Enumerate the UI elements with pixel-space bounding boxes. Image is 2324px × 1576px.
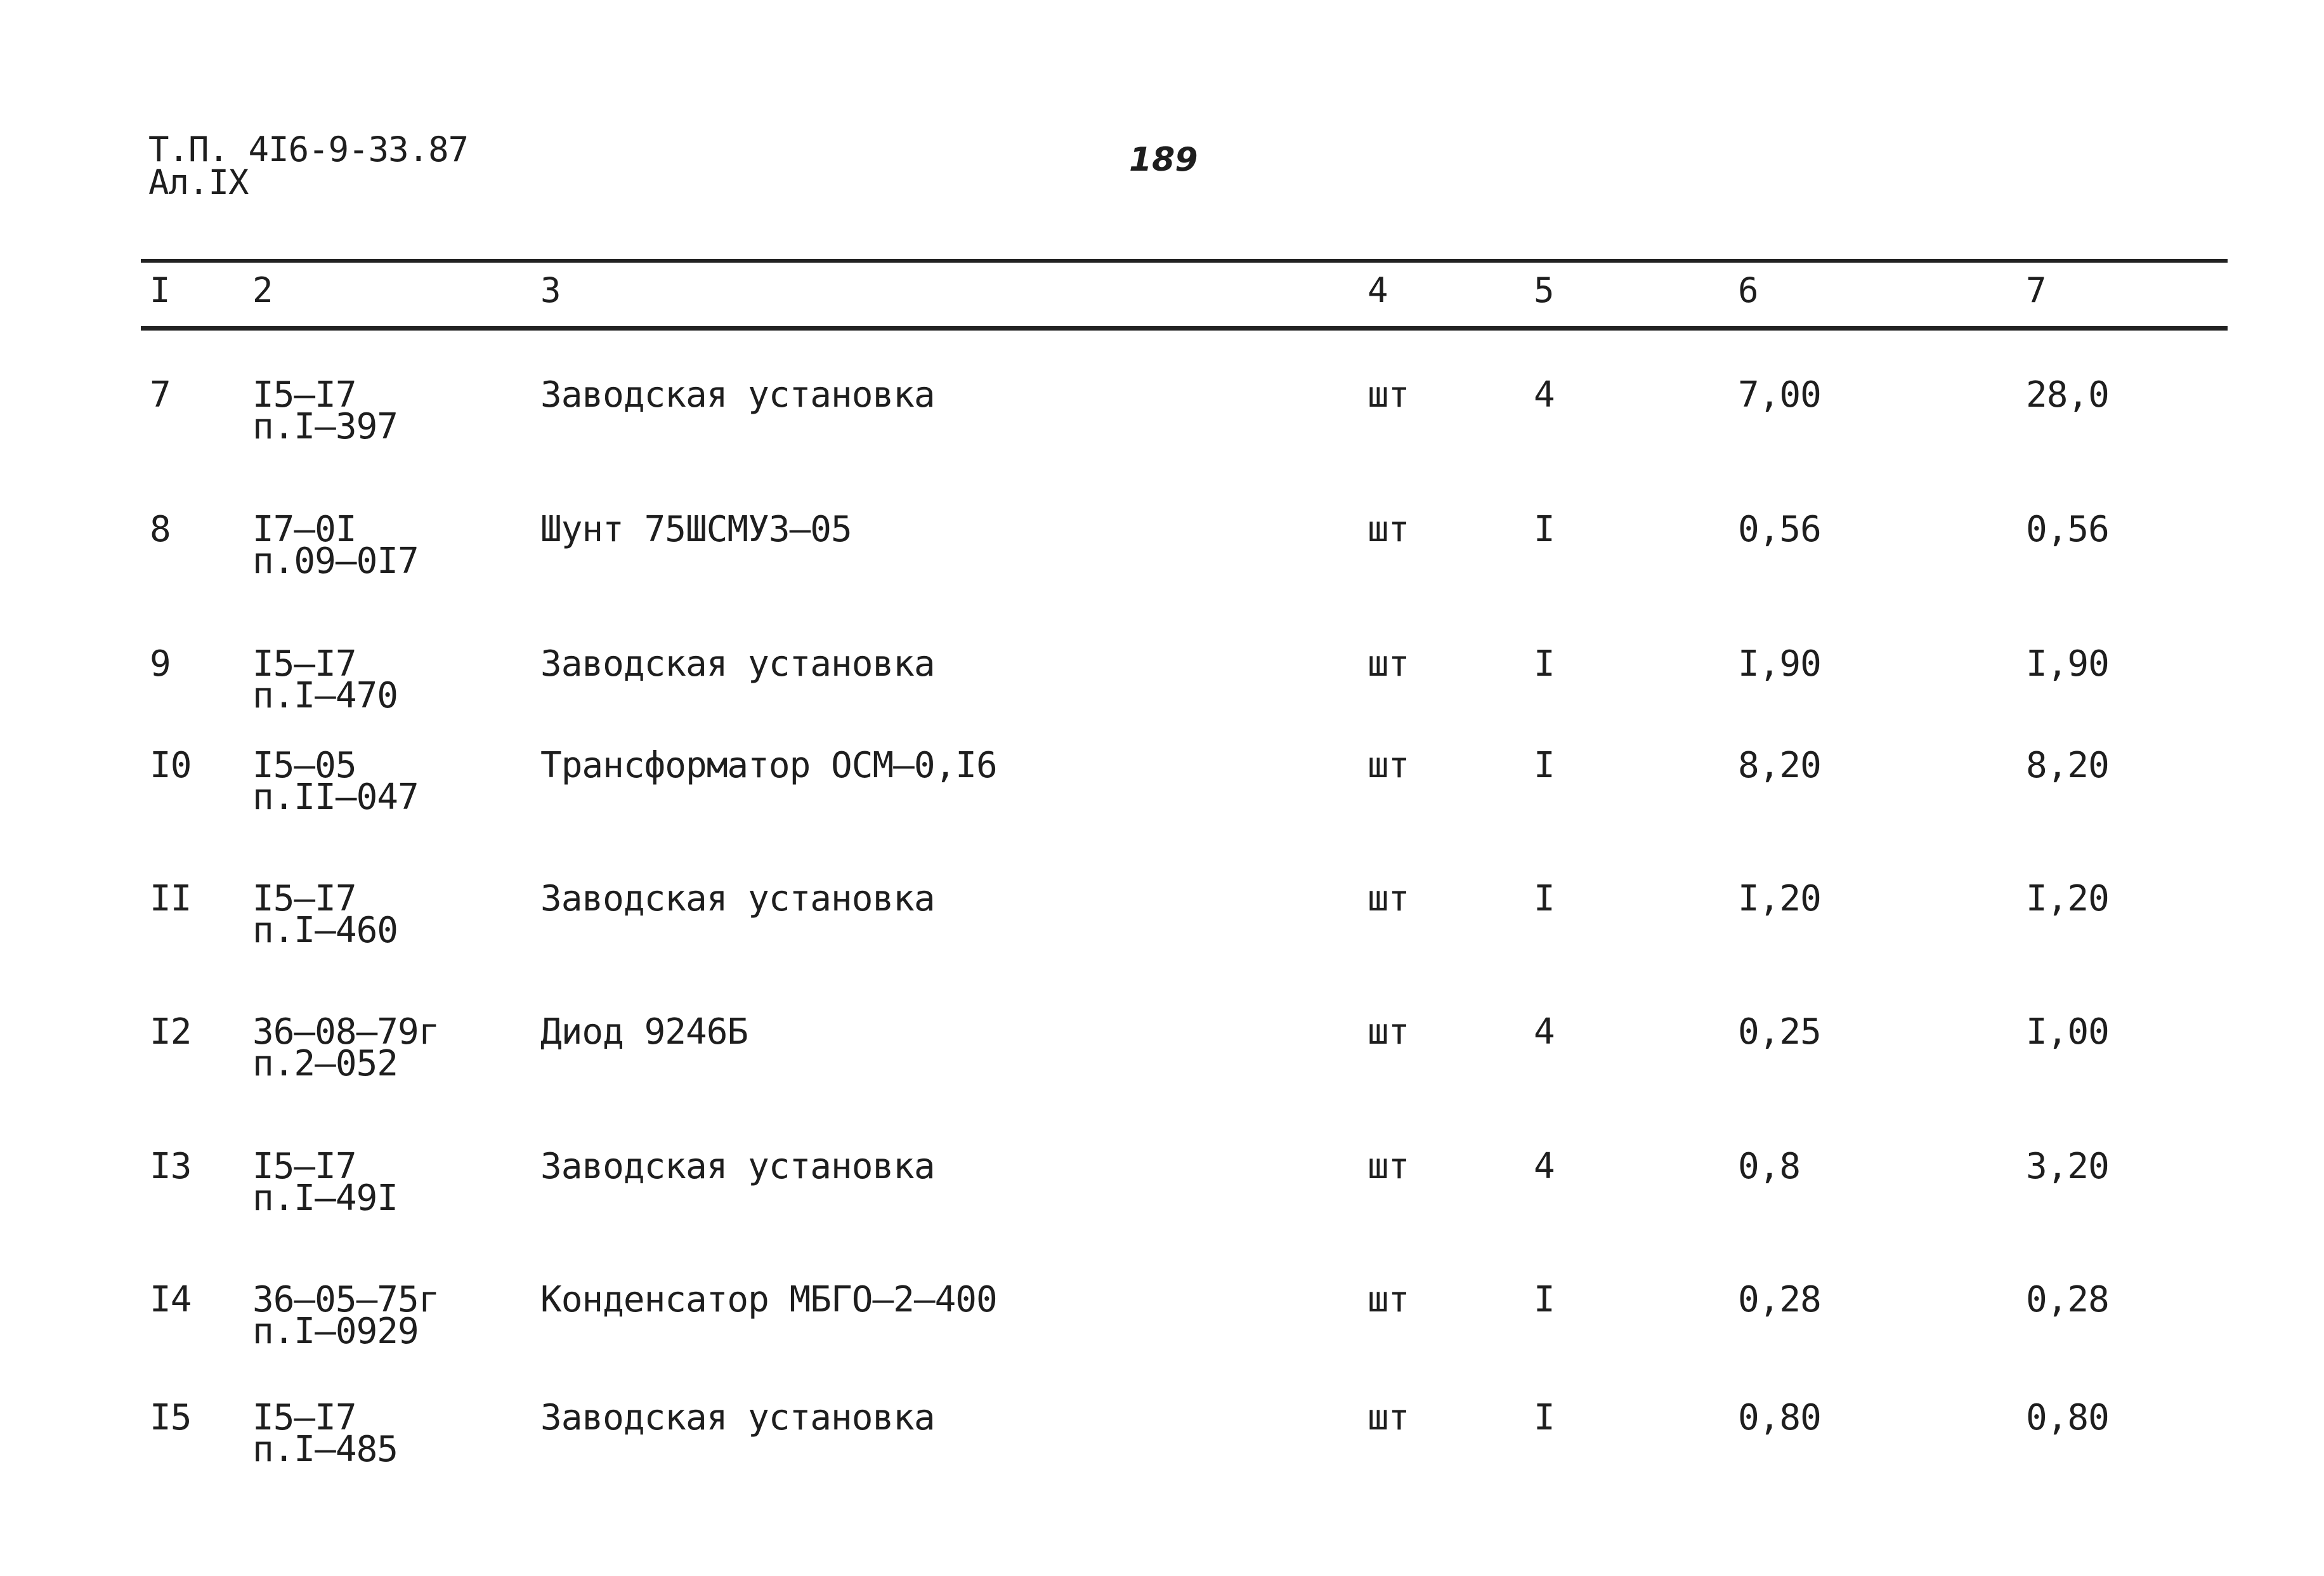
row-code-line1: 36–08–79г <box>252 1011 440 1053</box>
column-header-3: 3 <box>540 270 561 310</box>
row-name: Заводская установка <box>540 643 935 685</box>
column-header-2: 2 <box>252 270 273 310</box>
row-code <box>252 878 398 951</box>
column-header-5: 5 <box>1534 270 1555 310</box>
row-code <box>252 374 398 447</box>
row-quantity: 4 <box>1534 374 1555 416</box>
row-code-line1: I5–I7 <box>252 1397 356 1438</box>
row-total: 3,20 <box>2026 1146 2109 1187</box>
row-number: I4 <box>150 1279 192 1320</box>
row-code-line1: I5–I7 <box>252 374 356 416</box>
row-code-line2: п.I–485 <box>252 1429 398 1470</box>
row-number: II <box>150 878 192 919</box>
table-top-rule <box>141 259 2228 263</box>
row-code-line1: I7–0I <box>252 509 356 550</box>
row-number: I3 <box>150 1146 192 1187</box>
row-total: 8,20 <box>2026 745 2109 786</box>
row-total: 0,80 <box>2026 1397 2109 1438</box>
row-number: 7 <box>150 374 171 416</box>
row-unit: шт <box>1368 1397 1409 1438</box>
document-code-line1: Т.П. 4I6-9-33.87 <box>148 129 469 169</box>
page-number: 189 <box>1129 141 1198 179</box>
row-code <box>252 745 419 818</box>
column-header-1: I <box>150 270 171 310</box>
row-name: Шунт 75ШСМУ3–05 <box>540 509 852 550</box>
row-unit-price: 0,25 <box>1738 1011 1821 1053</box>
row-code <box>252 643 398 716</box>
row-code-line2: п.I–470 <box>252 675 398 716</box>
row-name: Диод 9246Б <box>540 1011 748 1053</box>
row-total: I,00 <box>2026 1011 2109 1053</box>
row-unit-price: 7,00 <box>1738 374 1821 416</box>
row-total: I,90 <box>2026 643 2109 685</box>
row-number: I5 <box>150 1397 192 1438</box>
row-unit: шт <box>1368 509 1409 550</box>
column-header-4: 4 <box>1368 270 1388 310</box>
row-code <box>252 1011 440 1084</box>
row-code-line2: п.II–047 <box>252 777 419 818</box>
row-code-line2: п.I–0929 <box>252 1311 419 1352</box>
row-name: Заводская установка <box>540 374 935 416</box>
document-code <box>148 129 469 202</box>
row-unit-price: I,20 <box>1738 878 1821 919</box>
row-unit: шт <box>1368 1279 1409 1320</box>
row-name: Заводская установка <box>540 1397 935 1438</box>
row-unit-price: 0,80 <box>1738 1397 1821 1438</box>
row-unit-price: 0,56 <box>1738 509 1821 550</box>
row-name: Заводская установка <box>540 878 935 919</box>
row-total: I,20 <box>2026 878 2109 919</box>
row-code-line1: I5–05 <box>252 745 356 786</box>
row-total: 0,56 <box>2026 509 2109 550</box>
row-code-line1: I5–I7 <box>252 1146 356 1187</box>
row-code-line2: п.2–052 <box>252 1043 398 1084</box>
row-unit: шт <box>1368 643 1409 685</box>
row-number: 8 <box>150 509 171 550</box>
row-code <box>252 1397 398 1470</box>
row-total: 0,28 <box>2026 1279 2109 1320</box>
row-quantity: I <box>1534 1279 1555 1320</box>
row-number: I2 <box>150 1011 192 1053</box>
row-unit: шт <box>1368 878 1409 919</box>
row-code-line2: п.I–460 <box>252 910 398 951</box>
row-quantity: I <box>1534 643 1555 685</box>
row-unit: шт <box>1368 1011 1409 1053</box>
row-code-line1: I5–I7 <box>252 878 356 919</box>
row-name: Заводская установка <box>540 1146 935 1187</box>
row-quantity: 4 <box>1534 1146 1555 1187</box>
row-number: I0 <box>150 745 192 786</box>
table-header-rule <box>141 326 2228 331</box>
row-quantity: I <box>1534 878 1555 919</box>
row-code-line1: 36–05–75г <box>252 1279 440 1320</box>
row-code <box>252 509 419 582</box>
row-quantity: I <box>1534 745 1555 786</box>
row-quantity: I <box>1534 1397 1555 1438</box>
column-header-6: 6 <box>1738 270 1759 310</box>
column-header-7: 7 <box>2026 270 2047 310</box>
document-code-line2: Ал.IX <box>148 162 249 202</box>
row-code-line2: п.09–0I7 <box>252 541 419 582</box>
row-code-line2: п.I–49I <box>252 1178 398 1219</box>
row-quantity: 4 <box>1534 1011 1555 1053</box>
row-quantity: I <box>1534 509 1555 550</box>
row-number: 9 <box>150 643 171 685</box>
row-unit: шт <box>1368 374 1409 416</box>
row-code-line2: п.I–397 <box>252 406 398 447</box>
row-code <box>252 1279 440 1352</box>
row-unit: шт <box>1368 745 1409 786</box>
row-name: Трансформатор ОСМ–0,I6 <box>540 745 997 786</box>
row-unit-price: 8,20 <box>1738 745 1821 786</box>
row-unit: шт <box>1368 1146 1409 1187</box>
row-code-line1: I5–I7 <box>252 643 356 685</box>
row-unit-price: I,90 <box>1738 643 1821 685</box>
row-code <box>252 1146 398 1219</box>
row-name: Конденсатор МБГО–2–400 <box>540 1279 997 1320</box>
row-unit-price: 0,8 <box>1738 1146 1801 1187</box>
row-total: 28,0 <box>2026 374 2109 416</box>
row-unit-price: 0,28 <box>1738 1279 1821 1320</box>
